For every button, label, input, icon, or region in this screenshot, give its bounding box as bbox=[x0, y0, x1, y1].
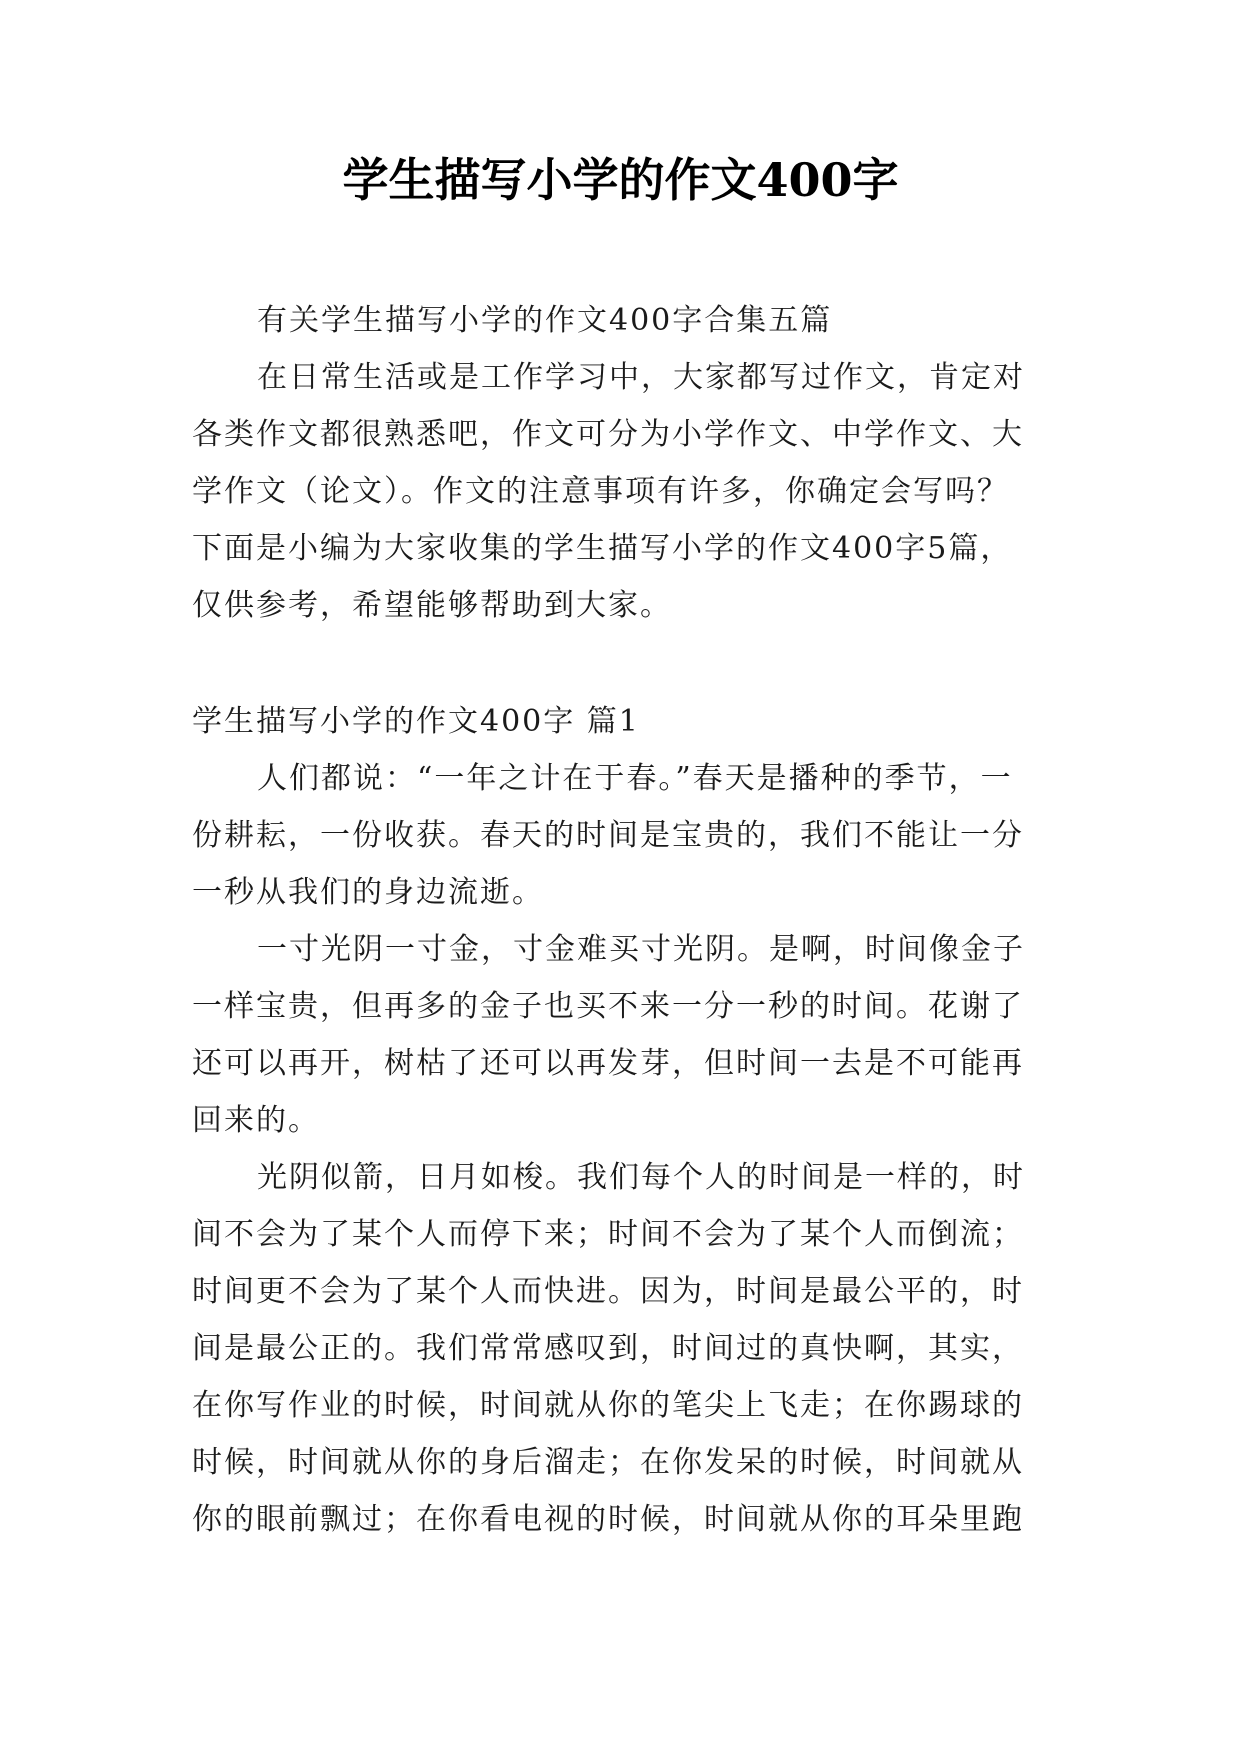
document-title: 学生描写小学的作文400字 bbox=[342, 153, 899, 207]
body-paragraph bbox=[192, 1149, 1072, 1548]
text-line: 时间更不会为了某个人而快进。因为，时间是最公平的，时 bbox=[192, 1274, 1024, 1309]
text-line: 时候，时间就从你的身后溜走；在你发呆的时候，时间就从 bbox=[192, 1445, 1024, 1480]
text-line: 在你写作业的时候，时间就从你的笔尖上飞走；在你踢球的 bbox=[192, 1388, 1024, 1423]
intro-paragraph bbox=[192, 349, 1072, 634]
text-line: 有关学生描写小学的作文400字合集五篇 bbox=[257, 303, 833, 338]
text-line: 份耕耘，一份收获。春天的时间是宝贵的，我们不能让一分 bbox=[192, 818, 1024, 853]
text-line: 还可以再开，树枯了还可以再发芽，但时间一去是不可能再 bbox=[192, 1046, 1024, 1081]
body-paragraph bbox=[192, 921, 1072, 1149]
text-line: 光阴似箭，日月如梭。我们每个人的时间是一样的，时 bbox=[257, 1160, 1025, 1195]
text-line: 学生描写小学的作文400字 篇1 bbox=[192, 704, 640, 739]
text-line: 间不会为了某个人而停下来；时间不会为了某个人而倒流； bbox=[192, 1217, 1024, 1252]
text-line: 一寸光阴一寸金，寸金难买寸光阴。是啊，时间像金子 bbox=[257, 932, 1025, 967]
text-line: 仅供参考，希望能够帮助到大家。 bbox=[192, 588, 672, 623]
intro-heading bbox=[192, 292, 1072, 349]
section-heading bbox=[192, 693, 1072, 750]
text-line: 间是最公正的。我们常常感叹到，时间过的真快啊，其实， bbox=[192, 1331, 1024, 1366]
text-line: 一秒从我们的身边流逝。 bbox=[192, 875, 544, 910]
text-line: 各类作文都很熟悉吧，作文可分为小学作文、中学作文、大 bbox=[192, 417, 1024, 452]
text-line: 一样宝贵，但再多的金子也买不来一分一秒的时间。花谢了 bbox=[192, 989, 1024, 1024]
text-line: 回来的。 bbox=[192, 1103, 320, 1138]
text-line: 在日常生活或是工作学习中，大家都写过作文，肯定对 bbox=[257, 360, 1025, 395]
body-paragraph bbox=[192, 750, 1072, 921]
text-line: 学作文（论文）。作文的注意事项有许多，你确定会写吗？ bbox=[192, 474, 1009, 509]
text-line: 你的眼前飘过；在你看电视的时候，时间就从你的耳朵里跑 bbox=[192, 1502, 1024, 1537]
text-line: 下面是小编为大家收集的学生描写小学的作文400字5篇， bbox=[192, 531, 1013, 566]
text-line: 人们都说：“一年之计在于春。”春天是播种的季节，一 bbox=[257, 761, 1013, 796]
